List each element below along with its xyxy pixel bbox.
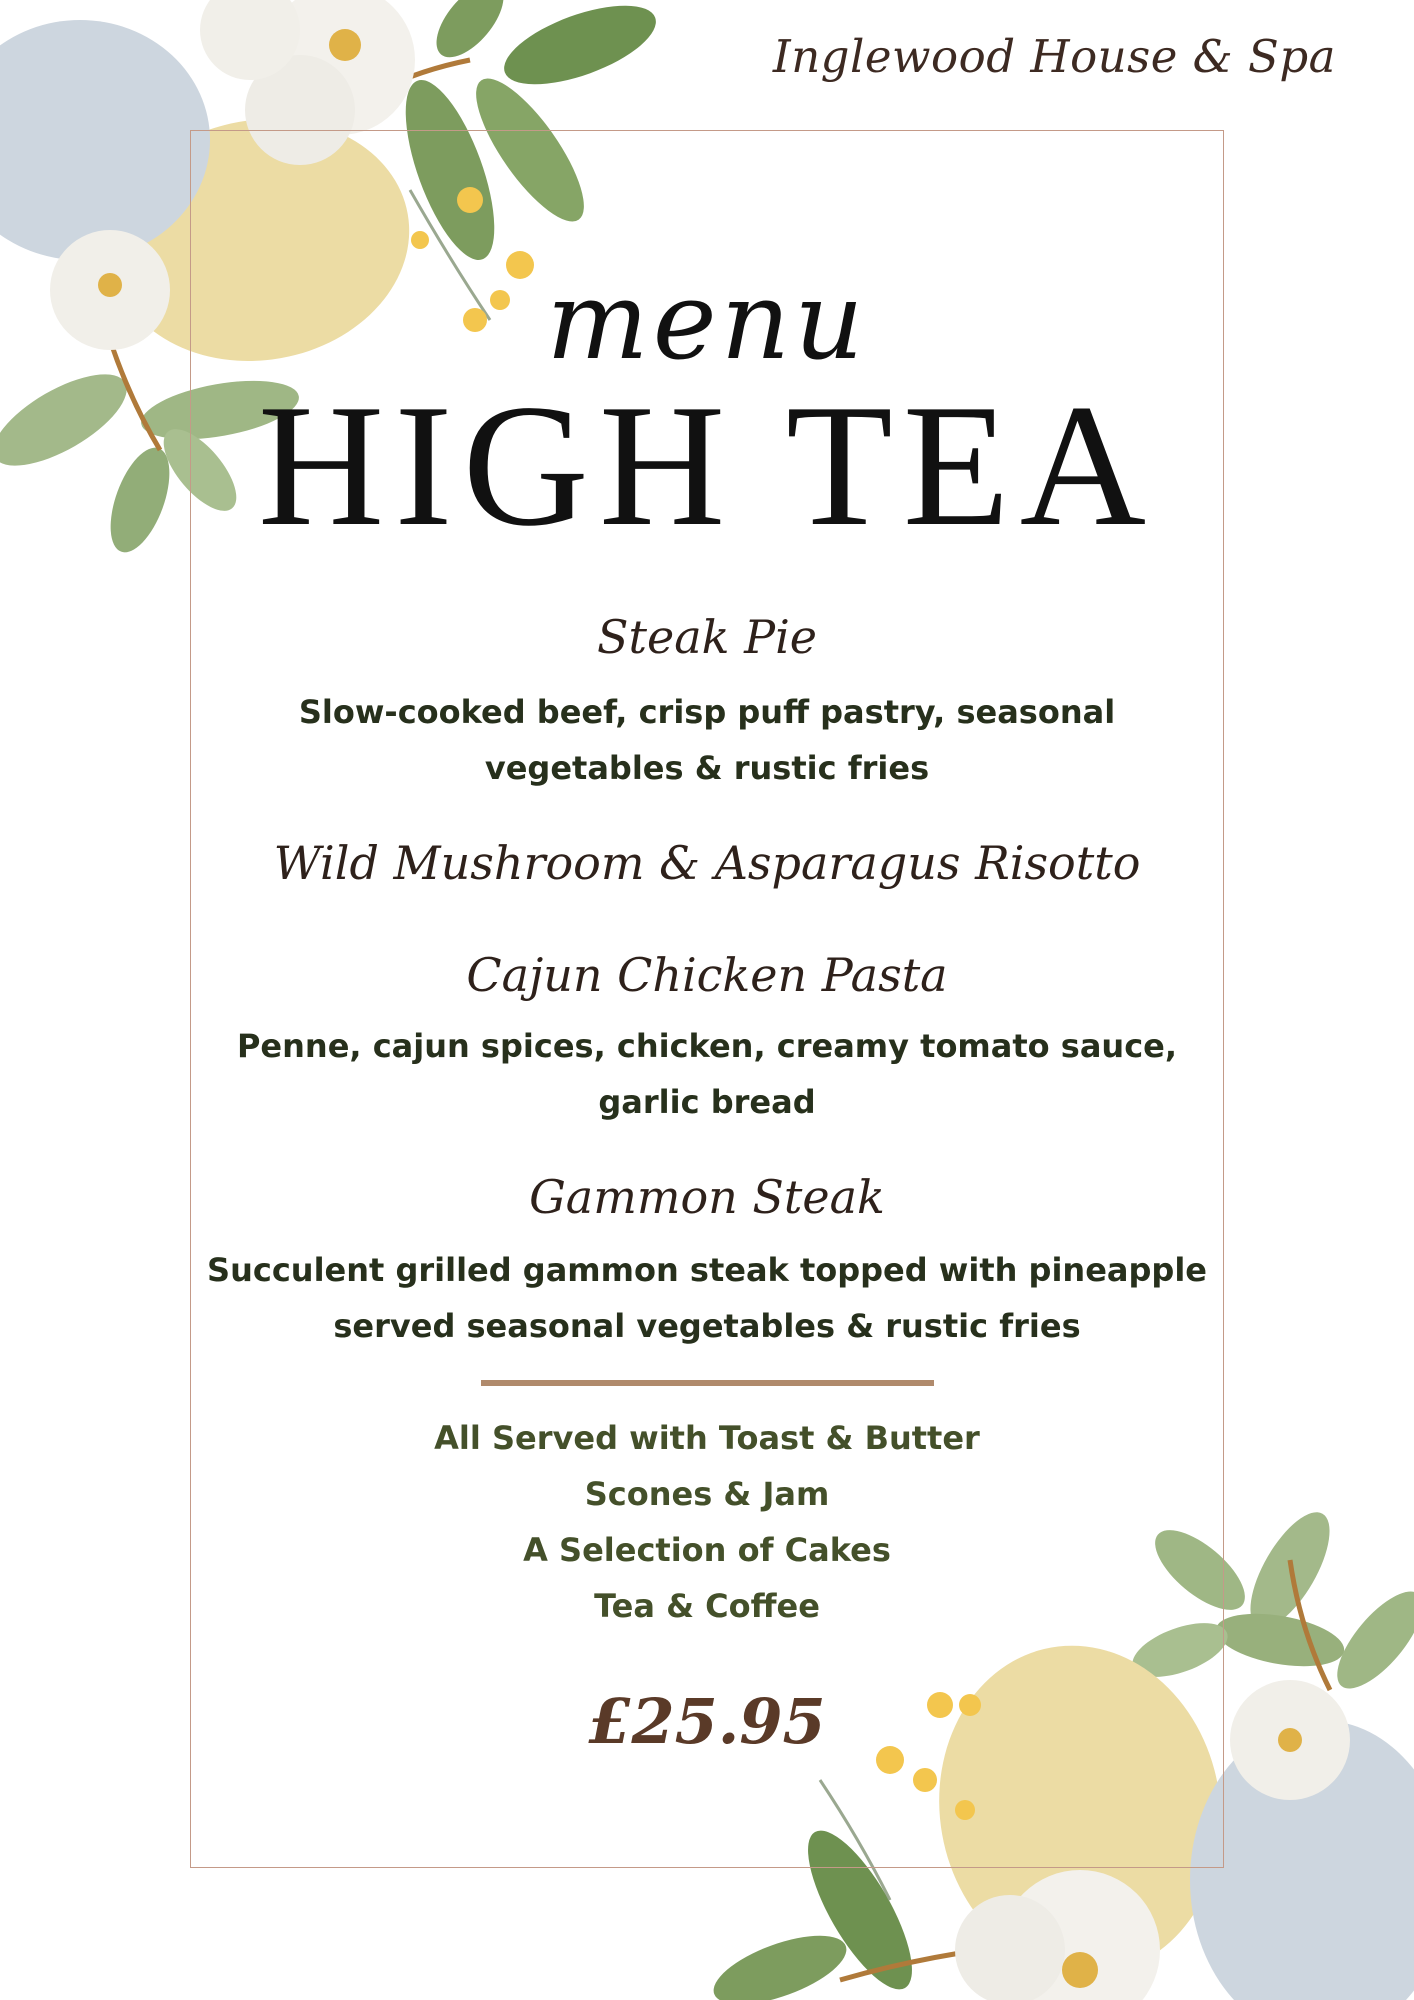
included-items bbox=[0, 1410, 1414, 1634]
dish-description: Penne, cajun spices, chicken, creamy tomato sauce, garlic bread bbox=[236, 1027, 1178, 1121]
included-item: Tea & Coffee bbox=[594, 1587, 820, 1625]
included-item: All Served with Toast & Butter bbox=[434, 1419, 980, 1457]
dish-description: Slow-cooked beef, crisp puff pastry, seasonal vegetables & rustic fries bbox=[298, 693, 1116, 787]
section-divider bbox=[481, 1380, 934, 1386]
included-item: A Selection of Cakes bbox=[523, 1531, 891, 1569]
dish-description: Succulent grilled gammon steak topped with pineapple served seasonal vegetables & rustic fries bbox=[207, 1251, 1207, 1345]
menu-title: HIGH TEA bbox=[257, 368, 1157, 562]
dish-name: Steak Pie bbox=[596, 610, 818, 664]
price: £25.95 bbox=[588, 1685, 826, 1758]
dish-name: Gammon Steak bbox=[529, 1170, 885, 1224]
dish-name: Cajun Chicken Pasta bbox=[466, 948, 948, 1002]
included-item: Scones & Jam bbox=[584, 1475, 830, 1513]
venue-name: Inglewood House & Spa bbox=[772, 30, 1336, 83]
menu-script-heading: menu bbox=[546, 259, 868, 384]
dish-name: Wild Mushroom & Asparagus Risotto bbox=[273, 836, 1141, 890]
